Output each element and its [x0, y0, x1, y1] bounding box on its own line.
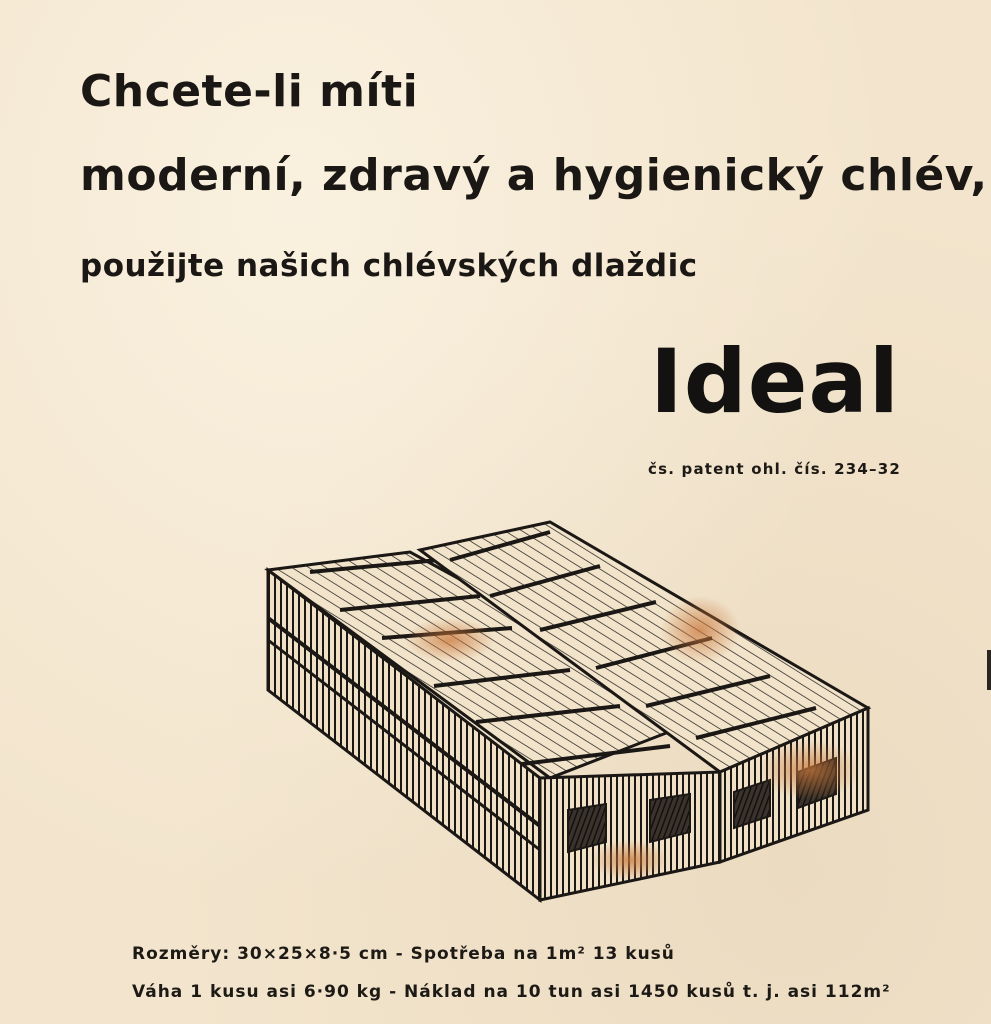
spec-dimensions: Rozměry: 30×25×8·5 cm - Spotřeba na 1m² 13 kusů: [132, 944, 675, 964]
headline-line-3: použijte našich chlévských dlaždic: [80, 248, 698, 284]
edge-mark: [987, 650, 991, 690]
patent-number: čs. patent ohl. čís. 234–32: [648, 460, 902, 478]
tile-illustration: [250, 510, 890, 910]
spec-weight: Váha 1 kusu asi 6·90 kg - Náklad na 10 tun asi 1450 kusů t. j. asi 112m²: [132, 982, 891, 1002]
headline-line-2: moderní, zdravý a hygienický chlév,: [80, 150, 988, 201]
brand-name: Ideal: [650, 330, 900, 433]
headline-line-1: Chcete-li míti: [80, 66, 419, 117]
